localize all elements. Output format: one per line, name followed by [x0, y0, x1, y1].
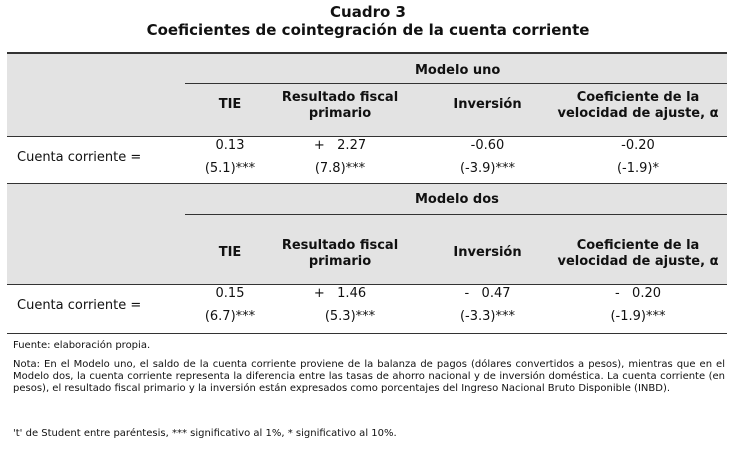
- model-two-header-rule: [7, 284, 727, 285]
- block-divider-rule: [7, 183, 727, 184]
- header-inversion: Inversión: [453, 97, 522, 112]
- tstat-inversion: (-3.3)***: [459, 309, 515, 324]
- bottom-rule: [7, 333, 727, 334]
- header-coeficiente-ajuste: Coeficiente de la velocidad de ajuste, α: [557, 90, 719, 121]
- tstat-resultado-fiscal: (5.3)***: [324, 309, 376, 324]
- coef-ajuste: -0.20: [621, 138, 655, 153]
- tstat-tie: (5.1)***: [204, 161, 256, 176]
- model-two-label: Modelo dos: [415, 192, 499, 207]
- tstat-ajuste: (-1.9)*: [616, 161, 659, 176]
- tstat-ajuste: (-1.9)***: [610, 309, 666, 324]
- model-one-header-rule: [7, 136, 727, 137]
- coef-inversion: -0.60: [470, 138, 505, 153]
- coef-resultado-fiscal: + 2.27: [313, 138, 367, 153]
- methodology-note: Nota: En el Modelo uno, el saldo de la cuenta corriente proviene de la balanza de pagos (dólares convertidos a pesos), mientras que en el Modelo dos, la cuenta corriente representa la diferencia entre las tasas de ahorro nacional y de inversión doméstica. La cuenta corriente (en pesos), el resultado fiscal primario y la inversión están expresados como porcentajes del Ingreso Nacional Bruto Disponible (INBD).: [13, 359, 725, 394]
- table-subtitle: Coeficientes de cointegración de la cuenta corriente: [146, 21, 590, 39]
- tstat-inversion: (-3.9)***: [459, 161, 515, 176]
- header-tie: TIE: [218, 245, 242, 260]
- model-one-underline: [185, 83, 727, 84]
- coef-inversion: - 0.47: [464, 286, 511, 301]
- model-one-label: Modelo uno: [415, 63, 501, 78]
- top-rule: [7, 52, 727, 54]
- model-two-underline: [185, 214, 727, 215]
- row-label-model-two: Cuenta corriente =: [17, 298, 142, 313]
- header-coeficiente-ajuste: Coeficiente de la velocidad de ajuste, α: [557, 238, 719, 269]
- tstat-resultado-fiscal: (7.8)***: [314, 161, 366, 176]
- coef-tie: 0.15: [215, 286, 245, 301]
- coef-resultado-fiscal: + 1.46: [313, 286, 367, 301]
- header-resultado-fiscal: Resultado fiscal primario: [281, 238, 399, 269]
- header-inversion: Inversión: [453, 245, 522, 260]
- header-resultado-fiscal: Resultado fiscal primario: [281, 90, 399, 121]
- coef-ajuste: - 0.20: [614, 286, 662, 301]
- tstat-tie: (6.7)***: [204, 309, 256, 324]
- source-note: Fuente: elaboración propia.: [13, 340, 151, 351]
- table-title: Cuadro 3: [330, 3, 406, 21]
- significance-note: 't' de Student entre paréntesis, *** significativo al 1%, * significativo al 10%.: [13, 428, 397, 439]
- coef-tie: 0.13: [215, 138, 245, 153]
- row-label-model-one: Cuenta corriente =: [17, 150, 142, 165]
- header-tie: TIE: [218, 97, 242, 112]
